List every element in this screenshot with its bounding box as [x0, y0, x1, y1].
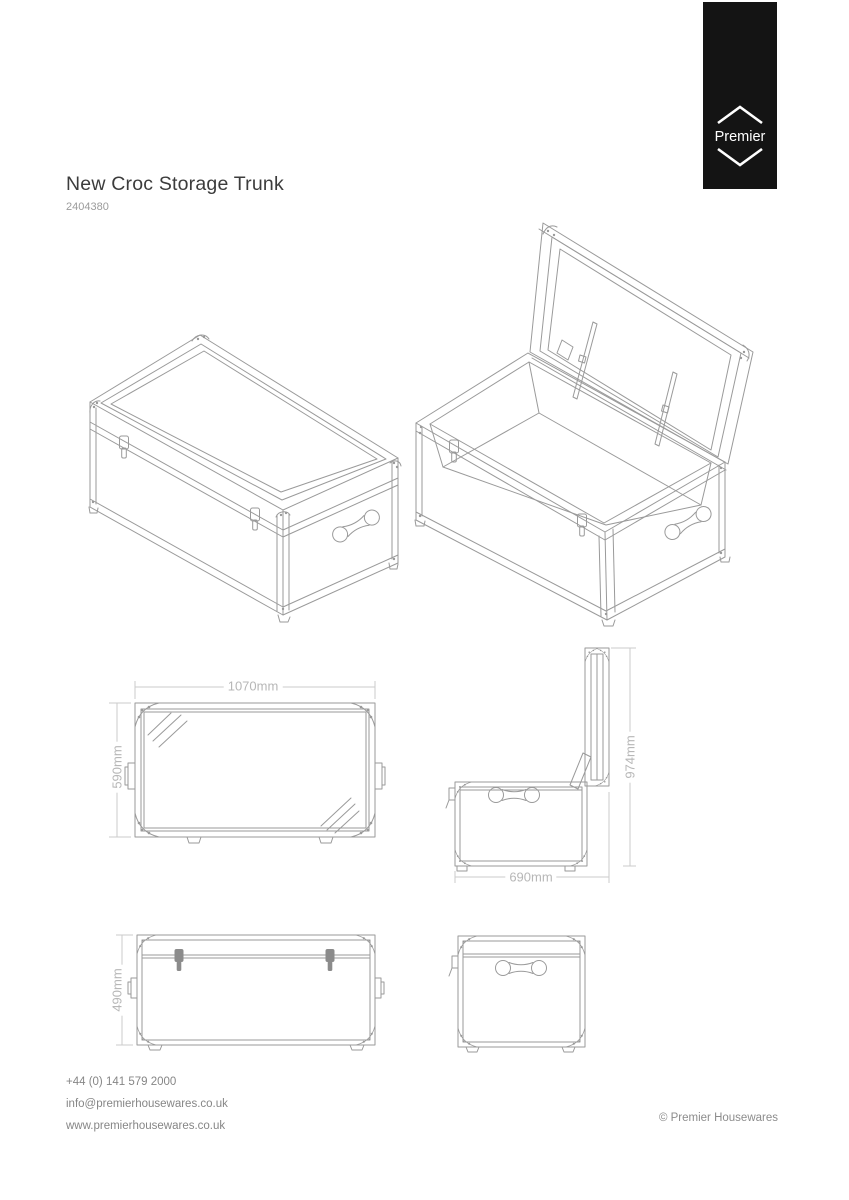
- side-view-drawing: [445, 640, 645, 890]
- dim-depth-label: 590mm: [110, 741, 125, 792]
- premier-logo: [703, 2, 777, 189]
- isometric-closed-trunk-drawing: [80, 330, 420, 640]
- copyright-notice: © Premier Housewares: [658, 1112, 778, 1124]
- front-view-drawing: [110, 930, 402, 1055]
- dim-open-height-label: 974mm: [623, 731, 638, 782]
- premier-logo-diamond-icon: [703, 2, 777, 189]
- dim-height-label: 490mm: [110, 964, 125, 1015]
- contact-email: info@premierhousewares.co.uk: [66, 1098, 228, 1110]
- end-view-drawing: [450, 930, 600, 1058]
- contact-phone: +44 (0) 141 579 2000: [66, 1076, 177, 1088]
- isometric-open-trunk-drawing: [410, 212, 768, 630]
- dim-width-label: 1070mm: [224, 679, 283, 694]
- dim-open-depth-label: 690mm: [505, 870, 556, 885]
- product-code: 2404380: [66, 201, 109, 213]
- premier-logo-text: Premier: [714, 129, 766, 145]
- page-title: New Croc Storage Trunk: [66, 173, 284, 195]
- contact-website: www.premierhousewares.co.uk: [66, 1120, 226, 1132]
